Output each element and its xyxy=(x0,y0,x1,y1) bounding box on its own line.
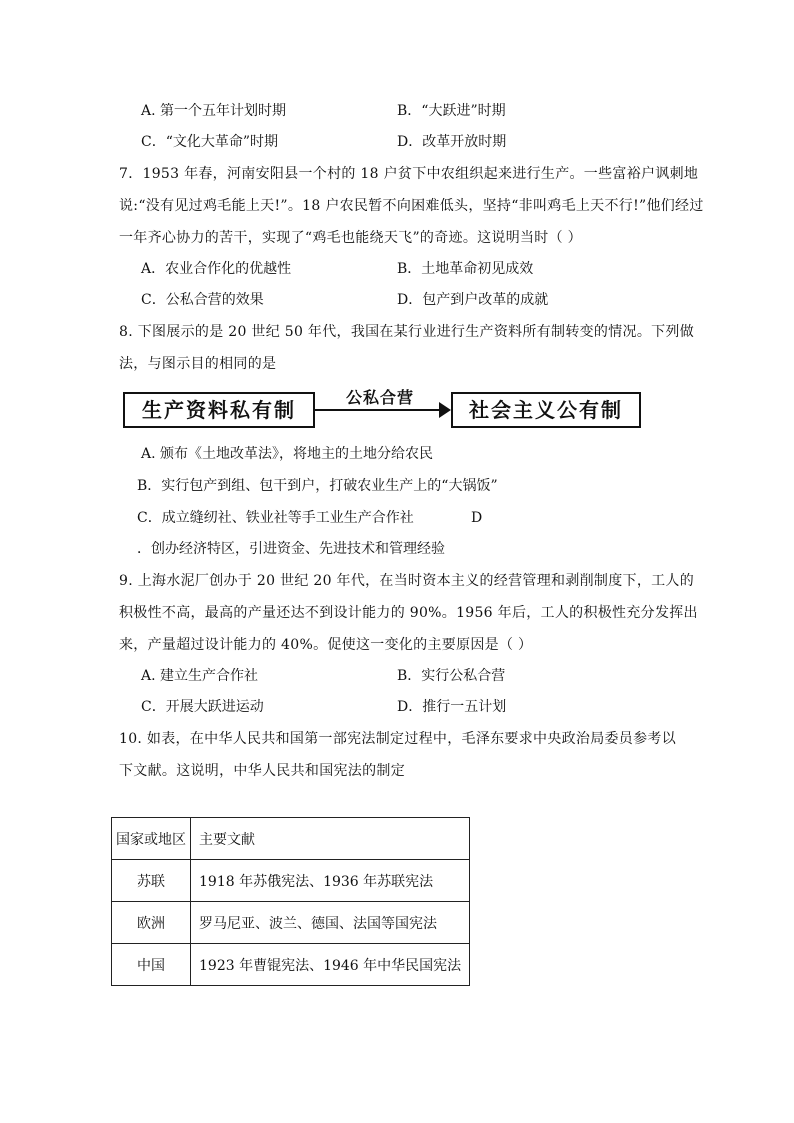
q8-stem-line-1: 8. 下图展示的是 20 世纪 50 年代，我国在某行业进行生产资料所有制转变的情况。下列做 xyxy=(119,324,695,340)
q9-option-a[interactable]: A. 建立生产合作社 xyxy=(141,668,259,684)
table-row xyxy=(112,860,470,902)
q7-option-d[interactable]: D．包产到户改革的成就 xyxy=(397,292,549,308)
table-cell-documents: 1918 年苏俄宪法、1936 年苏联宪法 xyxy=(191,860,470,902)
diagram-arrow-label: 公私合营 xyxy=(345,388,414,407)
table-header-row xyxy=(112,818,470,860)
table-header-cell: 主要文献 xyxy=(191,818,470,860)
arrow-right-icon xyxy=(439,402,451,418)
table-cell-region: 欧洲 xyxy=(112,902,191,944)
q9-stem-line-3: 来，产量超过设计能力的 40%。促使这一变化的主要原因是（ ） xyxy=(119,637,533,653)
q8-option-d-text[interactable]: ．创办经济特区，引进资金、先进技术和管理经验 xyxy=(137,541,445,557)
q8-option-a[interactable]: A. 颁布《土地改革法》，将地主的土地分给农民 xyxy=(141,446,434,462)
q6-option-b[interactable]: B．“大跃进”时期 xyxy=(397,103,506,119)
table-cell-documents: 罗马尼亚、波兰、德国、法国等国宪法 xyxy=(191,902,470,944)
table-cell-region: 苏联 xyxy=(112,860,191,902)
q6-option-a[interactable]: A. 第一个五年计划时期 xyxy=(141,103,287,119)
diagram-box-public-ownership: 社会主义公有制 xyxy=(451,392,641,428)
q8-stem-line-2: 法，与图示目的相同的是 xyxy=(119,356,277,372)
q6-option-d[interactable]: D．改革开放时期 xyxy=(397,134,507,150)
q6-option-c[interactable]: C．“文化大革命”时期 xyxy=(141,134,279,150)
q7-option-c[interactable]: C．公私合营的效果 xyxy=(141,292,264,308)
q10-stem-line-2: 下文献。这说明，中华人民共和国宪法的制定 xyxy=(119,763,405,779)
q9-stem-line-1: 9. 上海水泥厂创办于 20 世纪 20 年代，在当时资本主义的经营管理和剥削制度下，工人的 xyxy=(119,573,695,589)
q7-option-a[interactable]: A．农业合作化的优越性 xyxy=(141,261,292,277)
q9-option-d[interactable]: D．推行一五计划 xyxy=(397,699,507,715)
table-header-cell: 国家或地区 xyxy=(112,818,191,860)
q8-option-c[interactable]: C．成立缝纫社、铁业社等手工业生产合作社 xyxy=(137,510,414,526)
constitution-reference-table xyxy=(111,817,470,986)
q7-stem-line-3: 一年齐心协力的苦干，实现了“鸡毛也能绕天飞”的奇迹。这说明当时（ ） xyxy=(119,230,582,246)
q7-stem-line-2: 说:“没有见过鸡毛能上天!”。18 户农民暂不向困难低头，坚持“非叫鸡毛上天不行!”他们经过 xyxy=(119,198,704,214)
q9-option-c[interactable]: C．开展大跃进运动 xyxy=(141,699,264,715)
q8-option-b[interactable]: B．实行包产到组、包干到户，打破农业生产上的“大锅饭” xyxy=(137,478,498,494)
q9-option-b[interactable]: B．实行公私合营 xyxy=(397,668,506,684)
q7-option-b[interactable]: B．土地革命初见成效 xyxy=(397,261,534,277)
table-row xyxy=(112,902,470,944)
q10-stem-line-1: 10. 如表，在中华人民共和国第一部宪法制定过程中，毛泽东要求中央政治局委员参考以 xyxy=(119,731,677,747)
q9-stem-line-2: 积极性不高，最高的产量还达不到设计能力的 90%。1956 年后，工人的积极性充分发挥出 xyxy=(119,605,698,621)
table-cell-documents: 1923 年曹锟宪法、1946 年中华民国宪法 xyxy=(191,944,470,986)
q7-stem-line-1: 7．1953 年春，河南安阳县一个村的 18 户贫下中农组织起来进行生产。一些富裕户讽刺地 xyxy=(119,166,699,182)
table-cell-region: 中国 xyxy=(112,944,191,986)
diagram-arrow-line xyxy=(315,409,441,411)
q8-option-d-letter[interactable]: D xyxy=(471,510,483,526)
ownership-diagram xyxy=(121,388,643,434)
diagram-box-private-ownership: 生产资料私有制 xyxy=(123,392,315,428)
table-row xyxy=(112,944,470,986)
